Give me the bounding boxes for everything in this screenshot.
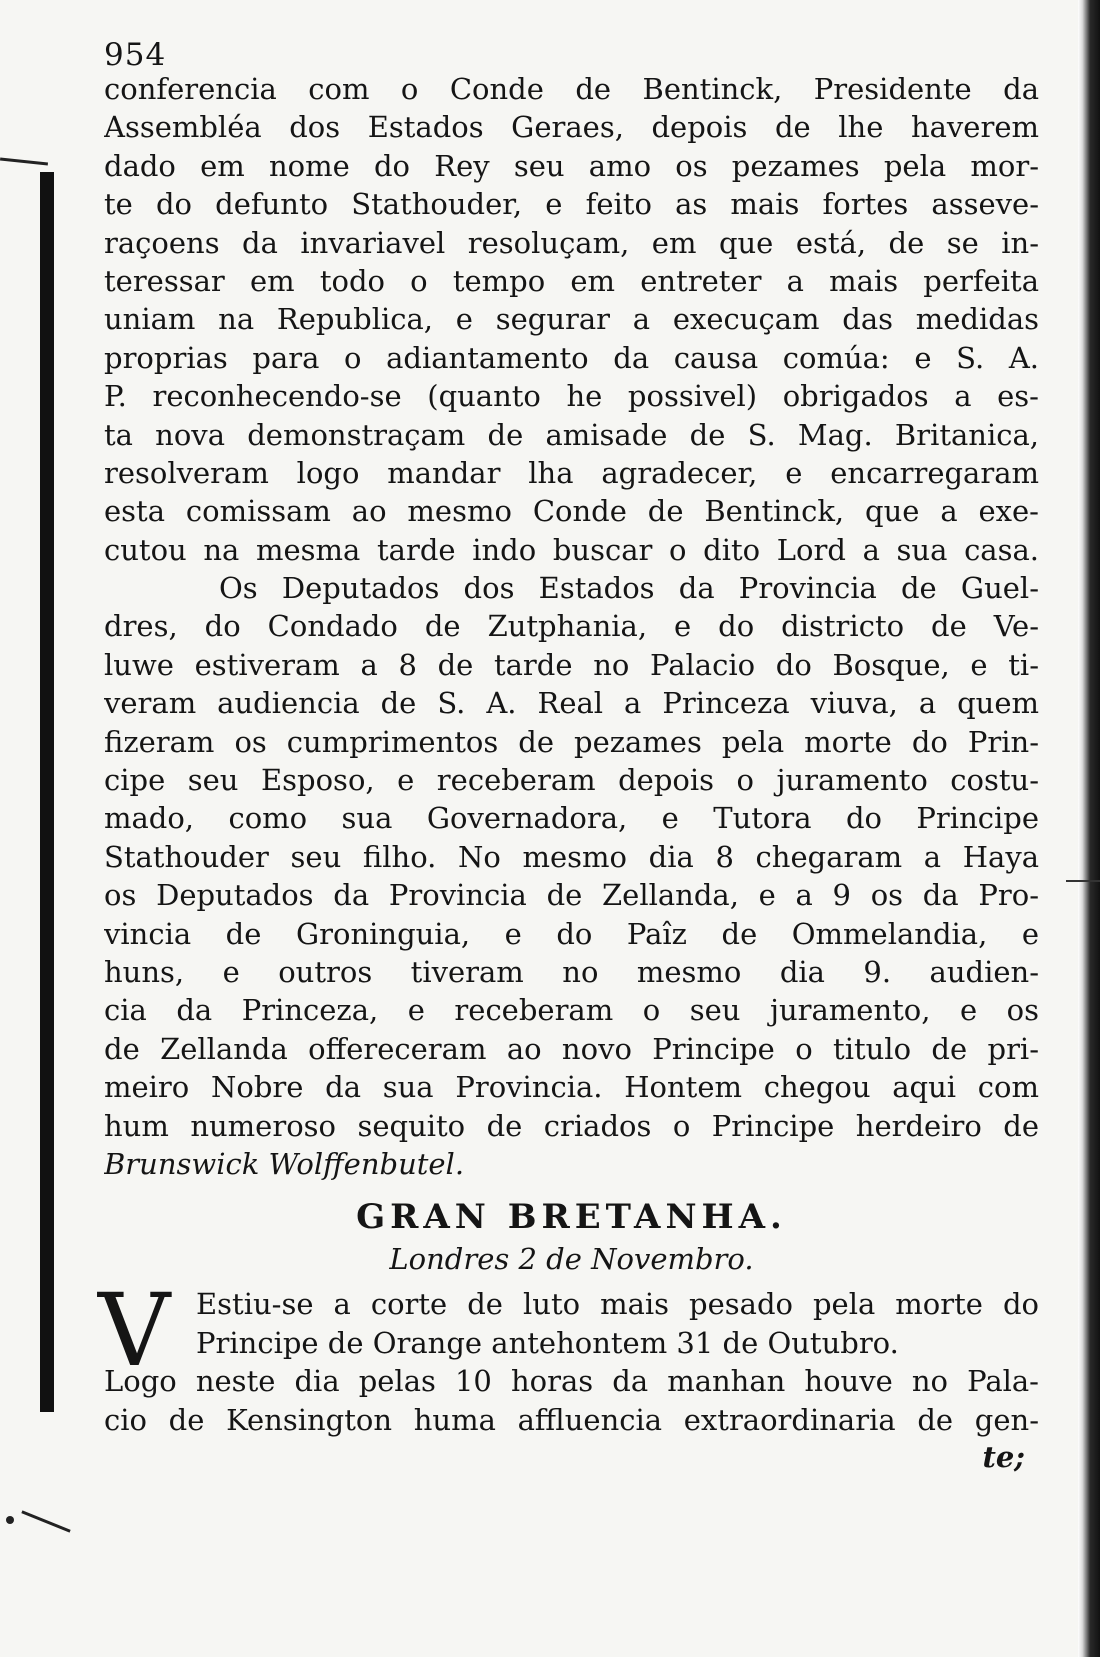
catchword: te; <box>982 1439 1025 1474</box>
page-text-block <box>98 37 1039 1475</box>
text-line: veram audiencia de S. A. Real a Princeza viuva, a quem <box>104 686 1039 721</box>
text-line: conferencia com o Conde de Bentinck, Presidente da <box>104 72 1039 106</box>
paragraph-deputies <box>104 569 1039 1183</box>
text-line: Os Deputados dos Estados da Provincia de Guel- <box>219 571 1039 606</box>
section-heading: GRAN BRETANHA. <box>356 1197 787 1238</box>
text-line: cutou na mesma tarde indo buscar o dito Lord a sua casa. <box>104 532 1039 567</box>
text-line: cio de Kensington huma affluencia extraordinaria de gen- <box>104 1402 1039 1437</box>
text-line: Stathouder seu filho. No mesmo dia 8 chegaram a Haya <box>104 839 1039 874</box>
text-line: Estiu-se a corte de luto mais pesado pela morte do <box>196 1287 1039 1322</box>
dateline: Londres 2 de Novembro. <box>389 1242 754 1277</box>
text-line: proprias para o adiantamento da causa comúa: e S. A. <box>104 340 1039 375</box>
text-line: cipe seu Esposo, e receberam depois o juramento costu- <box>104 763 1039 798</box>
margin-dot <box>6 1516 14 1524</box>
text-line: luwe estiveram a 8 de tarde no Palacio do Bosque, e ti- <box>104 647 1039 682</box>
text-line: raçoens da invariavel resoluçam, em que está, de se in- <box>104 225 1039 260</box>
margin-mark-top <box>0 157 48 165</box>
text-line: Logo neste dia pelas 10 horas da manhan houve no Pala- <box>104 1364 1039 1399</box>
text-line: P. reconhecendo-se (quanto he possivel) obrigados a es- <box>104 379 1039 414</box>
page-number: 954 <box>104 37 167 73</box>
text-line: resolveram logo mandar lha agradecer, e encarregaram <box>104 455 1039 490</box>
text-line: dres, do Condado de Zutphania, e do districto de Ve- <box>104 609 1039 644</box>
left-margin-rule <box>40 172 54 1412</box>
text-line: huns, e outros tiveram no mesmo dia 9. audien- <box>104 954 1039 989</box>
text-line: de Zellanda offereceram ao novo Principe o titulo de pri- <box>104 1031 1039 1066</box>
page-gutter-shadow <box>1078 0 1100 1657</box>
margin-mark-right <box>1066 880 1100 882</box>
text-line: Assembléa dos Estados Geraes, depois de lhe haverem <box>104 110 1039 145</box>
text-line: vincia de Groninguia, e do Paîz de Ommelandia, e <box>104 916 1039 951</box>
text-line: fizeram os cumprimentos de pezames pela morte do Prin- <box>104 724 1039 759</box>
text-line: dado em nome do Rey seu amo os pezames pela mor- <box>104 148 1039 183</box>
text-line: Principe de Orange antehontem 31 de Outubro. <box>196 1325 899 1360</box>
text-line: esta comissam ao mesmo Conde de Bentinck, que a exe- <box>104 494 1039 529</box>
margin-mark-bottom <box>21 1510 70 1532</box>
paragraph-continuation <box>104 70 1039 569</box>
text-line: uniam na Republica, e segurar a execuçam das medidas <box>104 302 1039 337</box>
drop-cap: V <box>98 1272 171 1390</box>
text-line: teressar em todo o tempo em entreter a mais perfeita <box>104 263 1039 298</box>
article-london <box>98 1272 1039 1439</box>
text-line: mado, como sua Governadora, e Tutora do Principe <box>104 801 1039 836</box>
text-line: meiro Nobre da sua Provincia. Hontem chegou aqui com <box>104 1070 1039 1105</box>
text-line: ta nova demonstraçam de amisade de S. Mag. Britanica, <box>104 417 1039 452</box>
text-line: hum numeroso sequito de criados o Principe herdeiro de <box>104 1108 1039 1143</box>
text-line: cia da Princeza, e receberam o seu juramento, e os <box>104 993 1039 1028</box>
text-line: Brunswick Wolffenbutel. <box>104 1146 465 1181</box>
text-line: os Deputados da Provincia de Zellanda, e a 9 os da Pro- <box>104 878 1039 913</box>
text-line: te do defunto Stathouder, e feito as mais fortes asseve- <box>104 187 1039 222</box>
